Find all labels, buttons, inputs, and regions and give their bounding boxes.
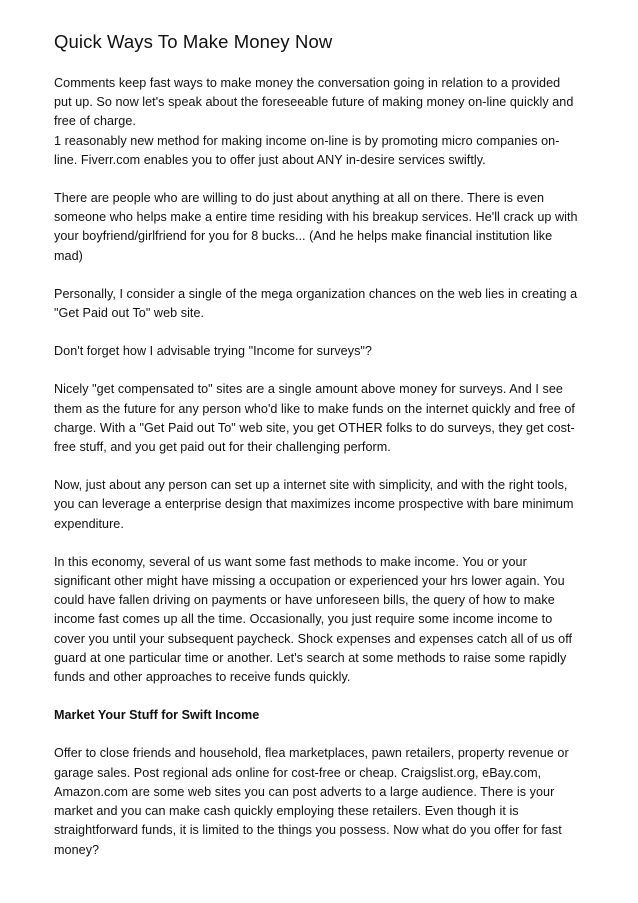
text-line: someone who helps make a entire time residing with his breakup services. He'll crack up with [54, 210, 578, 225]
text-line: your boyfriend/girlfriend for you for 8 bucks... (And he helps make financial institution like [54, 229, 553, 244]
text-line: you can leverage a enterprise design that maximizes income prospective with bare minimum [54, 497, 574, 512]
text-line: market and you can make cash quickly employing these retailers. Even though it is [54, 804, 519, 819]
text-line: money? [54, 842, 100, 857]
text-line: free stuff, and you get paid out for their challenging perform. [54, 440, 391, 455]
text-line: put up. So now let's speak about the foreseeable future of making money on-line quickly and [54, 95, 574, 110]
paragraph [54, 553, 590, 687]
document-page [54, 30, 590, 879]
text-line: mad) [54, 248, 83, 263]
paragraph [54, 476, 590, 534]
text-line: Now, just about any person can set up a internet site with simplicity, and with the right tools, [54, 478, 568, 493]
text-line: straightforward funds, it is limited to the things you possess. Now what do you offer for fast [54, 823, 562, 838]
text-line: charge. With a "Get Paid out To" web site, you get OTHER folks to do surveys, they get cost- [54, 420, 575, 435]
text-line: Nicely "get compensated to" sites are a single amount above money for surveys. And I see [54, 382, 563, 397]
text-line: "Get Paid out To" web site. [54, 306, 205, 321]
text-line: could have fallen driving on payments or have unforeseen bills, the query of how to make [54, 593, 555, 608]
text-line: them as the future for any person who'd like to make funds on the internet quickly and free of [54, 401, 575, 416]
text-line: cover you until your subsequent paycheck. Shock expenses and expenses catch all of us off [54, 631, 573, 646]
text-line: Offer to close friends and household, flea marketplaces, pawn retailers, property revenue or [54, 746, 569, 761]
section-heading: Market Your Stuff for Swift Income [54, 708, 260, 723]
text-line: Comments keep fast ways to make money the conversation going in relation to a provided [54, 76, 561, 90]
paragraph [54, 342, 590, 361]
paragraph [54, 189, 590, 266]
text-line: guard at one particular time or another. Let's search at some methods to raise some rapidly [54, 650, 567, 665]
text-line: 1 reasonably new method for making income on-line is by promoting micro companies on- [54, 133, 560, 148]
text-line: Amazon.com are some web sites you can post adverts to a large audience. There is your [54, 784, 555, 799]
text-line: income fast comes up all the time. Occasionally, you just require some income income to [54, 612, 553, 627]
text-line: There are people who are willing to do just about anything at all on there. There is even [54, 191, 545, 206]
text-line: expenditure. [54, 516, 124, 531]
text-line: funds and other approaches to receive funds quickly. [54, 670, 351, 685]
text-line: Don't forget how I advisable trying "Income for surveys"? [54, 344, 372, 359]
text-line: garage sales. Post regional ads online for cost-free or cheap. Craigslist.org, eBay.com, [54, 765, 542, 780]
text-line: significant other might have missing a occupation or experienced your hrs lower again. You [54, 574, 565, 589]
text-line: free of charge. [54, 114, 136, 129]
paragraph [54, 744, 590, 859]
document-title: Quick Ways To Make Money Now [54, 31, 333, 52]
paragraph [54, 380, 590, 457]
paragraph [54, 285, 590, 323]
text-line: In this economy, several of us want some fast methods to make income. You or your [54, 554, 527, 569]
text-line: Personally, I consider a single of the mega organization chances on the web lies in creating a [54, 286, 578, 301]
paragraph [54, 74, 590, 170]
text-line: line. Fiverr.com enables you to offer just about ANY in-desire services swiftly. [54, 152, 486, 167]
